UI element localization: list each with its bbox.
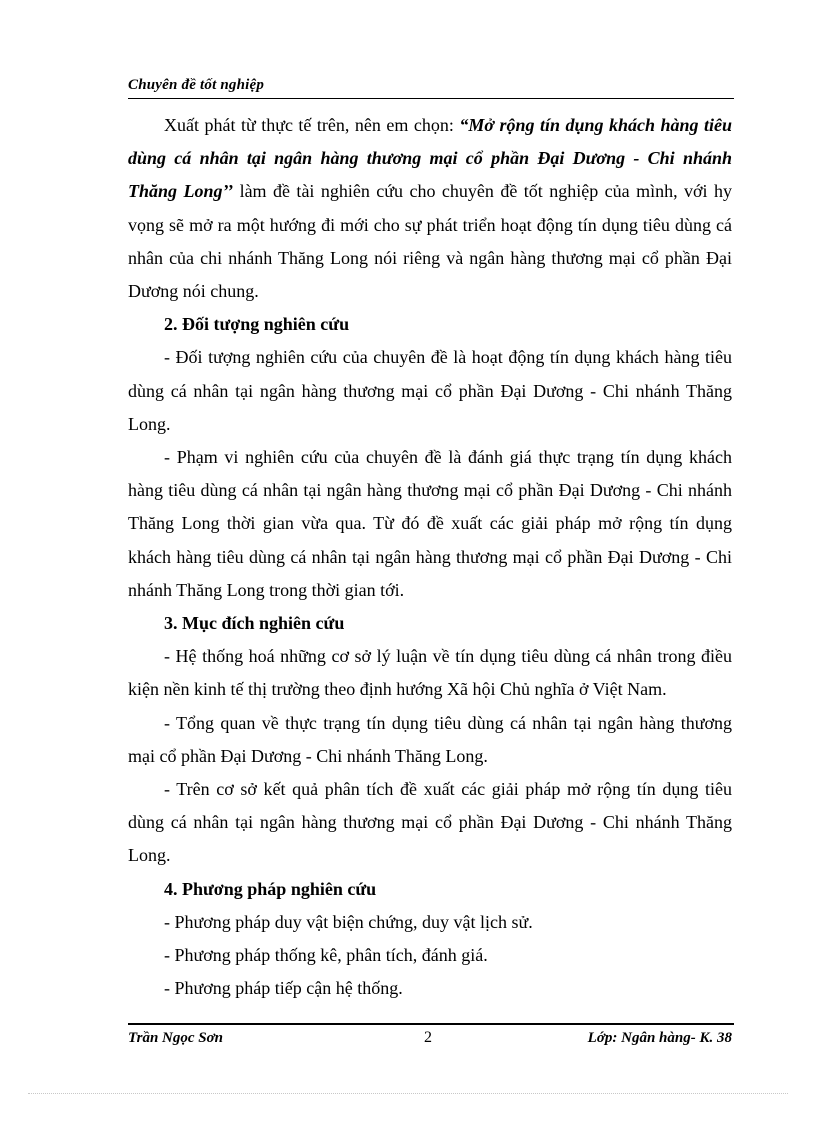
section-paragraph: - Hệ thống hoá những cơ sở lý luận về tín dụng tiêu dùng cá nhân trong điều kiện nền kinh tế thị trường theo định hướng Xã hội Chủ nghĩa ở Việt Nam. — [128, 646, 732, 700]
section-paragraph: - Phạm vi nghiên cứu của chuyên đề là đánh giá thực trạng tín dụng khách hàng tiêu dùng cá nhân tại ngân hàng thương mại cổ phần Đại Dương - Chi nhánh Thăng Long thời gian vừa qua. Từ đó đề xuất các giải pháp mở rộng tín dụng khách hàng tiêu dùng cá nhân tại ngân hàng thương mại cổ phần Đại Dương - Chi nhánh Thăng Long trong thời gian tới. — [128, 447, 732, 600]
section-paragraph: - Phương pháp thống kê, phân tích, đánh giá. — [164, 945, 488, 966]
section-paragraph: - Phương pháp tiếp cận hệ thống. — [164, 978, 403, 999]
footer-class-label: Lớp: Ngân hàng- K. 38 — [587, 1030, 732, 1046]
section-paragraph: - Phương pháp duy vật biện chứng, duy vật lịch sử. — [164, 911, 533, 932]
section-heading-doi-tuong: 2. Đối tượng nghiên cứu — [164, 314, 350, 335]
intro-prefix: Xuất phát từ thực tế trên, nên em chọn: — [164, 115, 460, 135]
document-body — [128, 109, 732, 1005]
section-paragraph: - Đối tượng nghiên cứu của chuyên đề là hoạt động tín dụng khách hàng tiêu dùng cá nhân tại ngân hàng thương mại cổ phần Đại Dương - Chi nhánh Thăng Long. — [128, 347, 732, 434]
footer-author: Trần Ngọc Sơn — [128, 1030, 224, 1046]
page-header — [128, 74, 734, 99]
header-title: Chuyên đề tốt nghiệp — [128, 77, 265, 93]
page-bottom-divider — [28, 1093, 788, 1094]
section-paragraph: - Trên cơ sở kết quả phân tích đề xuất các giải pháp mở rộng tín dụng tiêu dùng cá nhân tại ngân hàng thương mại cổ phần Đại Dương - Chi nhánh Thăng Long. — [128, 779, 732, 866]
section-paragraph: - Tổng quan về thực trạng tín dụng tiêu dùng cá nhân tại ngân hàng thương mại cổ phần Đại Dương - Chi nhánh Thăng Long. — [128, 712, 732, 766]
page-footer — [128, 1023, 734, 1055]
intro-suffix: làm đề tài nghiên cứu cho chuyên đề tốt nghiệp của mình, với hy vọng sẽ mở ra một hướng đi mới cho sự phát triển hoạt động tín dụng tiêu dùng cá nhân của chi nhánh Thăng Long nói riêng và ngân hàng thương mại cổ phần Đại Dương nói chung. — [128, 181, 732, 302]
intro-paragraph — [128, 109, 732, 308]
intro-topic: “Mở rộng tín dụng khách hàng tiêu dùng cá nhân tại ngân hàng thương mại cổ phần Đại Dương - Chi nhánh Thăng Long’’ — [128, 115, 733, 202]
section-heading-muc-dich: 3. Mục đích nghiên cứu — [164, 613, 345, 634]
page-number: 2 — [424, 1029, 432, 1046]
section-heading-phuong-phap: 4. Phương pháp nghiên cứu — [164, 878, 377, 899]
